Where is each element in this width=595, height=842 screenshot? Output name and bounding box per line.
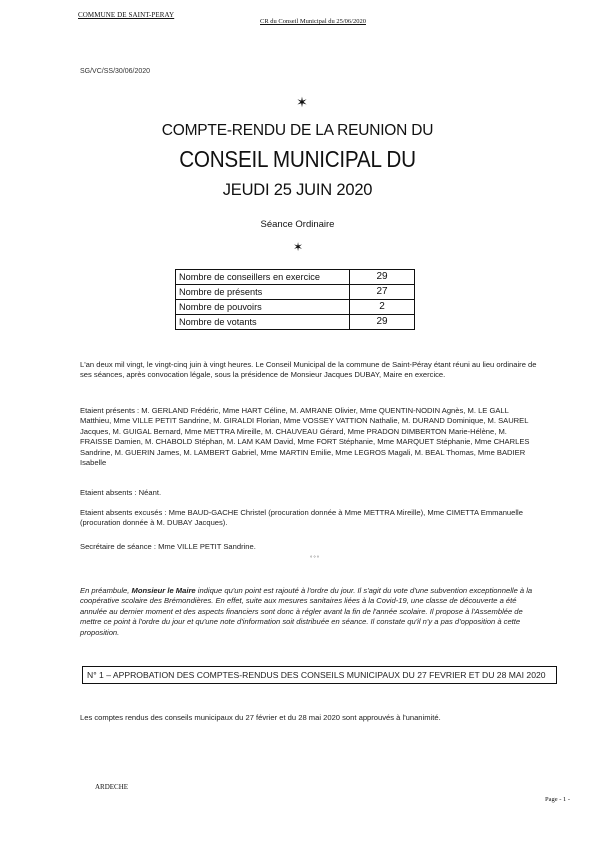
agenda-item-title: N° 1 – APPROBATION DES COMPTES-RENDUS DES CONSEILS MUNICIPAUX DU 27 FEVRIER ET DU 28 MAI 2020	[82, 666, 557, 684]
star-ornament-icon: ✶	[292, 240, 304, 254]
page-number: Page - 1 -	[545, 796, 571, 803]
count-value: 2	[350, 300, 415, 315]
opening-paragraph: L'an deux mil vingt, le vingt-cinq juin à vingt heures. Le Conseil Municipal de la commune de Saint-Péray étant réuni au lieu ordinaire de ses séances, après convocation légale, sous la présidence de Monsieur Jacques DUBAY, Maire en exercice.	[80, 360, 537, 380]
table-row	[176, 270, 415, 285]
presents-paragraph: Etaient présents : M. GERLAND Frédéric, Mme HART Céline, M. AMRANE Olivier, Mme QUENTIN-NODIN Agnès, M. LE GALL Matthieu, Mme VILLE PETIT Sandrine, M. GIRALDI Florian, Mme VOSSEY VATTION Nathalie, M. DURAND Dominique, M. SAUREL Jacques, M. GUIGAL Bernard, Mme METTRA Mireille, M. CHAUVEAU Gérard, Mme PRADON DIMBERTON Marie-Hélène, M. FRAISSE Damien, M. CHABOLD Stéphan, M. LAM KAM David, Mme FORT Stéphanie, Mme MARQUET Stéphanie, Mme CHARLES Sandrine, M. GUERIN James, M. LAMBERT Gabriel, Mme MARTIN Emilie, Mme LEGROS Magali, M. BEAL Thomas, Mme BADIER Isabelle	[80, 406, 530, 468]
preamble-speaker: Monsieur le Maire	[131, 586, 196, 595]
commune-header: COMMUNE DE SAINT-PERAY	[78, 11, 175, 19]
absents-paragraph: Etaient absents : Néant.	[80, 488, 162, 497]
section-separator: °°°	[310, 556, 321, 562]
document-reference: SG/VC/SS/30/06/2020	[80, 68, 151, 75]
title-line-2: CONSEIL MUNICIPAL DU	[179, 146, 416, 172]
count-value: 29	[350, 315, 415, 330]
preamble-intro: En préambule,	[80, 586, 132, 595]
secretary-paragraph: Secrétaire de séance : Mme VILLE PETIT Sandrine.	[80, 542, 256, 551]
count-value: 27	[350, 285, 415, 300]
footer-department: ARDECHE	[95, 783, 129, 791]
title-line-3: JEUDI 25 JUIN 2020	[222, 181, 373, 199]
excuses-paragraph: Etaient absents excusés : Mme BAUD-GACHE Christel (procuration donnée à Mme METTRA Mireille), Mme CIMETTA Emmanuelle (procuration donnée à M. DUBAY Jacques).	[80, 508, 523, 528]
attendance-table	[175, 269, 415, 330]
agenda-item-text: Les comptes rendus des conseils municipaux du 27 février et du 28 mai 2020 sont approuvés à l'unanimité.	[80, 713, 441, 722]
table-row	[176, 300, 415, 315]
title-line-1: COMPTE-RENDU DE LA REUNION DU	[161, 122, 434, 139]
table-row	[176, 285, 415, 300]
table-row	[176, 315, 415, 330]
count-label: Nombre de pouvoirs	[176, 300, 350, 315]
cr-header-title: CR du Conseil Municipal du 25/06/2020	[260, 18, 366, 25]
star-ornament-icon: ✶	[296, 94, 308, 110]
count-label: Nombre de votants	[176, 315, 350, 330]
preamble-text: indique qu'un point est rajouté à l'ordre du jour. Il s'agit du vote d'une subvention exceptionnelle à la coopérative scolaire des Brémondières. En effet, suite aux mesures sanitaires liées à la Covid-19, une classe de découverte a été annulée au dernier moment et des aspects financiers sont donc à régler avant la fin de l'année scolaire. Il propose à l'Assemblée de mettre ce point à l'ordre du jour et qu'une note d'information soit distribuée en séance. Il constate qu'il n'y a pas d'opposition à cette proposition.	[80, 586, 533, 637]
count-value: 29	[350, 270, 415, 285]
count-label: Nombre de conseillers en exercice	[176, 270, 350, 285]
preamble-paragraph	[80, 586, 540, 638]
count-label: Nombre de présents	[176, 285, 350, 300]
seance-type: Séance Ordinaire	[260, 219, 335, 230]
